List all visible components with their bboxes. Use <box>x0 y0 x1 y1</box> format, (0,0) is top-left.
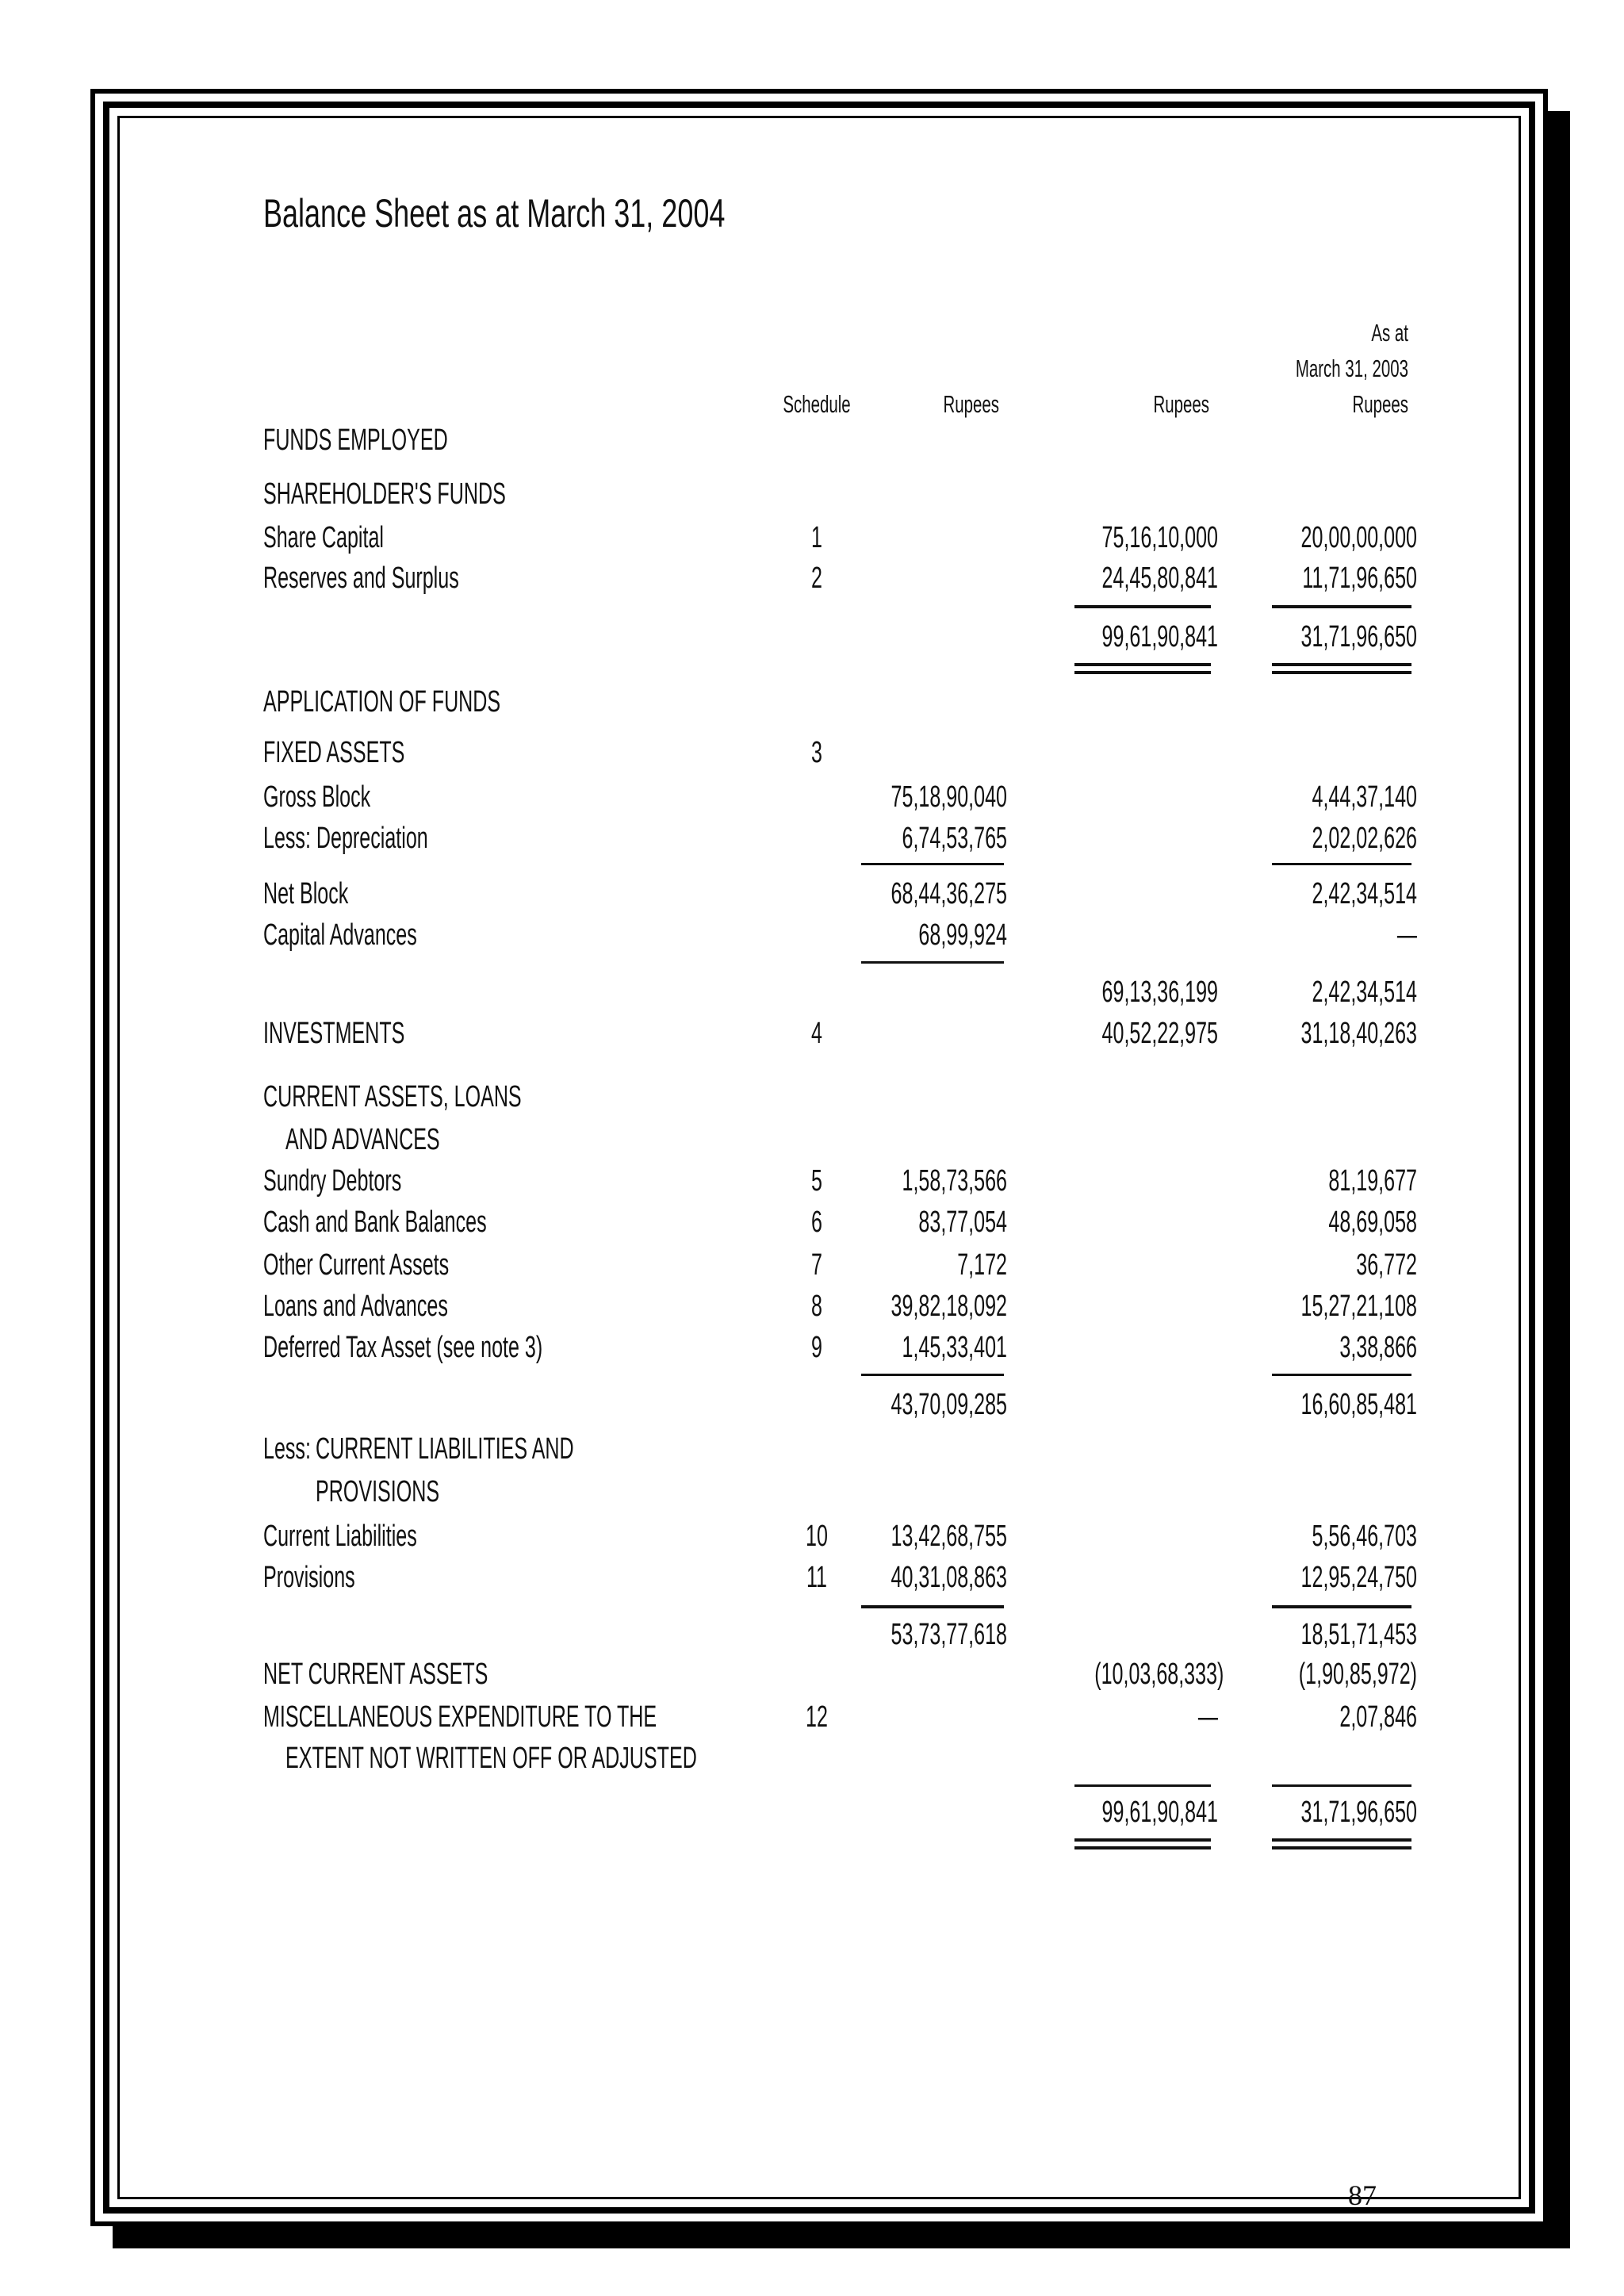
subtotal-rule <box>1272 1605 1411 1608</box>
row-rupees-1: 68,44,36,275 <box>891 877 1007 910</box>
row-schedule: 1 <box>811 521 822 554</box>
row-label: Reserves and Surplus <box>263 562 459 595</box>
row-rupees-1: 6,74,53,765 <box>902 822 1007 855</box>
row-rupees-1: 1,58,73,566 <box>902 1164 1007 1198</box>
row-prev: 3,38,866 <box>1339 1331 1417 1364</box>
row-rupees-1: 13,42,68,755 <box>891 1520 1007 1553</box>
double-rule-top <box>1074 1838 1211 1842</box>
row-label: MISCELLANEOUS EXPENDITURE TO THE <box>263 1700 657 1734</box>
row-rupees-2: (10,03,68,333) <box>1094 1658 1224 1691</box>
row-schedule: 9 <box>811 1331 822 1364</box>
row-label: Other Current Assets <box>263 1248 450 1282</box>
row-rupees-1: 1,45,33,401 <box>902 1331 1007 1364</box>
total-rupees-2: 99,61,90,841 <box>1101 620 1218 654</box>
fixed-assets-schedule: 3 <box>811 736 822 769</box>
row-schedule: 6 <box>811 1205 822 1239</box>
double-rule-bottom <box>1074 671 1211 674</box>
double-rule-top <box>1272 663 1411 666</box>
row-label: INVESTMENTS <box>263 1017 405 1050</box>
row-schedule: 8 <box>811 1290 822 1323</box>
total-prev: 16,60,85,481 <box>1300 1388 1417 1421</box>
double-rule-bottom <box>1074 1846 1211 1849</box>
row-prev: — <box>1396 918 1417 952</box>
subtotal-rule <box>1272 605 1411 608</box>
row-label: Share Capital <box>263 521 384 554</box>
section-funds-employed: FUNDS EMPLOYED <box>263 424 448 457</box>
subtotal-rule <box>1272 1784 1411 1787</box>
row-prev: 31,18,40,263 <box>1300 1017 1417 1050</box>
section-current-liabilities-cont: PROVISIONS <box>316 1475 440 1508</box>
section-shareholders-funds: SHAREHOLDER'S FUNDS <box>263 477 506 511</box>
total-rupees-2: 99,61,90,841 <box>1101 1796 1218 1829</box>
double-rule-bottom <box>1272 671 1411 674</box>
section-current-liabilities: CURRENT LIABILITIES AND <box>316 1432 574 1466</box>
page-title: Balance Sheet as at March 31, 2004 <box>263 191 726 236</box>
row-prev: 2,07,846 <box>1339 1700 1417 1734</box>
row-schedule: 2 <box>811 562 822 595</box>
row-schedule: 4 <box>811 1017 822 1050</box>
row-label: Cash and Bank Balances <box>263 1205 487 1239</box>
row-rupees-2: 24,45,80,841 <box>1101 562 1218 595</box>
header-prev-line3: Rupees <box>1352 390 1408 418</box>
total-prev: 2,42,34,514 <box>1312 976 1417 1009</box>
total-rupees-1: 53,73,77,618 <box>891 1618 1007 1651</box>
total-rupees-1: 43,70,09,285 <box>891 1388 1007 1421</box>
subtotal-rule <box>1074 605 1211 608</box>
double-rule-bottom <box>1272 1846 1411 1849</box>
row-rupees-1: 68,99,924 <box>918 918 1007 952</box>
row-rupees-1: 75,18,90,040 <box>891 780 1007 814</box>
header-rupees-1: Rupees <box>943 390 999 418</box>
row-schedule: 11 <box>806 1561 828 1594</box>
double-rule-top <box>1074 663 1211 666</box>
row-prev: 11,71,96,650 <box>1302 562 1417 595</box>
subtotal-rule <box>861 863 1004 865</box>
row-label: Gross Block <box>263 780 371 814</box>
section-fixed-assets: FIXED ASSETS <box>263 736 405 769</box>
row-schedule: 12 <box>806 1700 828 1734</box>
row-label: Loans and Advances <box>263 1290 448 1323</box>
row-rupees-2: — <box>1197 1700 1218 1734</box>
row-prev: 12,95,24,750 <box>1300 1561 1417 1594</box>
header-schedule: Schedule <box>783 390 851 418</box>
row-rupees-2: 75,16,10,000 <box>1101 521 1218 554</box>
row-rupees-1: 40,31,08,863 <box>891 1561 1007 1594</box>
section-current-assets-cont: AND ADVANCES <box>285 1123 440 1156</box>
section-application-of-funds: APPLICATION OF FUNDS <box>263 685 501 719</box>
row-prev: 48,69,058 <box>1328 1205 1417 1239</box>
row-label: Sundry Debtors <box>263 1164 402 1198</box>
double-rule-top <box>1272 1838 1411 1842</box>
row-label-cont: EXTENT NOT WRITTEN OFF OR ADJUSTED <box>285 1742 697 1775</box>
row-label: Current Liabilities <box>263 1520 417 1553</box>
total-prev: 18,51,71,453 <box>1300 1618 1417 1651</box>
total-rupees-2: 69,13,36,199 <box>1101 976 1218 1009</box>
header-prev-line1: As at <box>1371 319 1408 347</box>
row-schedule: 5 <box>811 1164 822 1198</box>
header-rupees-2: Rupees <box>1153 390 1209 418</box>
row-rupees-1: 83,77,054 <box>918 1205 1007 1239</box>
row-prev: 2,42,34,514 <box>1312 877 1417 910</box>
total-prev: 31,71,96,650 <box>1300 1796 1417 1829</box>
row-label: Capital Advances <box>263 918 417 952</box>
row-schedule: 7 <box>811 1248 822 1282</box>
row-label: Less: Depreciation <box>263 822 428 855</box>
row-prev: 5,56,46,703 <box>1312 1520 1417 1553</box>
row-prev: 81,19,677 <box>1328 1164 1417 1198</box>
row-label: NET CURRENT ASSETS <box>263 1658 488 1691</box>
total-prev: 31,71,96,650 <box>1300 620 1417 654</box>
row-prev: 20,00,00,000 <box>1300 521 1417 554</box>
subtotal-rule <box>861 1374 1004 1376</box>
subtotal-rule <box>1272 863 1411 865</box>
less-label: Less: <box>263 1432 311 1466</box>
row-rupees-1: 39,82,18,092 <box>891 1290 1007 1323</box>
row-label: Provisions <box>263 1561 355 1594</box>
row-prev: 2,02,02,626 <box>1312 822 1417 855</box>
subtotal-rule <box>861 1605 1004 1608</box>
subtotal-rule <box>861 961 1004 964</box>
row-prev: 4,44,37,140 <box>1312 780 1417 814</box>
row-rupees-1: 7,172 <box>957 1248 1007 1282</box>
row-prev: 15,27,21,108 <box>1300 1290 1417 1323</box>
row-label: Deferred Tax Asset (see note 3) <box>263 1331 543 1364</box>
row-prev: (1,90,85,972) <box>1298 1658 1417 1691</box>
subtotal-rule <box>1074 1784 1211 1787</box>
header-prev-line2: March 31, 2003 <box>1295 355 1408 382</box>
row-prev: 36,772 <box>1356 1248 1417 1282</box>
row-rupees-2: 40,52,22,975 <box>1101 1017 1218 1050</box>
row-schedule: 10 <box>806 1520 828 1553</box>
subtotal-rule <box>1272 1374 1411 1376</box>
section-current-assets: CURRENT ASSETS, LOANS <box>263 1080 522 1114</box>
page-number: 87 <box>1348 2179 1377 2211</box>
row-label: Net Block <box>263 877 349 910</box>
